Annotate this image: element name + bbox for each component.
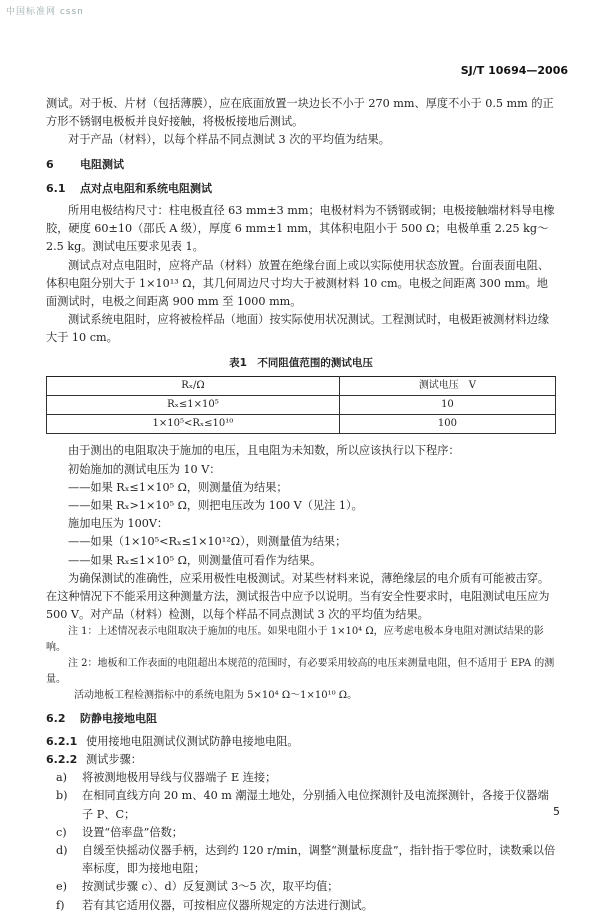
section-number: 6.2	[46, 712, 66, 726]
paragraph: 所用电极结构尺寸：柱电极直径 63 mm±3 mm；电极材料为不锈钢或铜；电极接触端材料导电橡胶，硬度 60±10（邵氏 A 级），厚度 6 mm±1 mm，其体积电阻小于 500 Ω；电极单重 2.25 kg～2.5 kg。测试电压要求见表 1。	[46, 204, 555, 254]
list-item: ——如果（1×10⁵<Rₓ≤1×10¹²Ω），则测量值为结果；	[68, 535, 347, 549]
subsection-text: 使用接地电阻测试仪测试防静电接地电阻。	[86, 734, 299, 748]
step-item	[46, 842, 556, 878]
table-cell: 1×10⁵<Rₓ≤10¹⁰	[47, 415, 340, 434]
step-text: 在相同直线方向 20 m、40 m 潮湿土地处，分别插入电位探测针及电流探测针，各接于仪器端子 P、C；	[82, 789, 549, 821]
subsection-text: 测试步骤：	[86, 752, 142, 766]
paragraph: 测试系统电阻时，应将被检样品（地面）按实际使用状况测试。工程测试时，电极距被测材料边缘大于 10 cm。	[46, 313, 550, 345]
step-text: 设置“倍率盘”倍数；	[82, 825, 183, 839]
step-item	[46, 878, 556, 896]
page-number: 5	[553, 805, 560, 818]
step-label: d)	[56, 843, 68, 857]
step-item	[46, 824, 556, 842]
table-row	[47, 396, 556, 415]
note: 注 2：地板和工作表面的电阻超出本规范的范围时，有必要采用较高的电压来测量电阻，但不适用于 EPA 的测量。	[46, 658, 555, 686]
step-text: 自缓至快摇动仪器手柄，达到约 120 r/min，调整“测量标度盘”，指针指于零位时，读数乘以倍率标度，即为接地电阻；	[82, 843, 556, 876]
watermark: 中国标准网 cssn	[6, 7, 84, 17]
document-id: SJ/T 10694—2006	[460, 64, 568, 77]
step-label: b)	[56, 789, 68, 803]
paragraph: 测试点对点电阻时，应将产品（材料）放置在绝缘台面上或以实际使用状态放置。台面表面电阻、体积电阻分别大于 1×10¹³ Ω，其几何周边尺寸均大于被测材料 10 cm。电极之间距离 300 mm。地面测试时，电极之间距离 900 mm 至 1000 mm。	[46, 258, 550, 309]
section-title: 防静电接地电阻	[80, 712, 157, 726]
note: 注 1：上述情况表示电阻取决于施加的电压。如果电阻小于 1×10⁴ Ω，应考虑电极本身电阻对测试结果的影响。	[46, 626, 544, 654]
step-label: e)	[56, 880, 67, 894]
table-caption: 表1 不同阻值范围的测试电压	[229, 356, 373, 369]
section-heading	[46, 156, 556, 174]
document-body	[46, 95, 556, 915]
section-number: 6.1	[46, 181, 66, 195]
table-cell: 100	[339, 415, 555, 434]
table-header: 测试电压 V	[339, 376, 555, 395]
list-item: ——如果 Rₓ≤1×10⁵ Ω，则测量值为结果；	[68, 480, 288, 494]
voltage-table	[46, 376, 556, 435]
paragraph: 施加电压为 100V：	[68, 517, 169, 531]
paragraph: 对于产品（材料），以每个样品不同点测试 3 次的平均值为结果。	[68, 133, 390, 147]
step-item	[46, 897, 556, 915]
paragraph: 初始施加的测试电压为 10 V：	[68, 462, 221, 476]
paragraph: 为确保测试的准确性，应采用极性电极测试。对某些材料来说，薄绝缘层的电介质有可能被击穿。在这种情况下不能采用这种测量方法，测试报告中应予以说明。当有安全性要求时，电阻测试电压应为 500 V。对产品（材料）检测，以每个样品不同点测试 3 次的平均值为结果。	[46, 571, 550, 622]
step-text: 若有其它适用仪器，可按相应仪器所规定的方法进行测试。	[82, 898, 373, 912]
section-title: 电阻测试	[80, 157, 124, 171]
step-text: 将被测地极用导线与仪器端子 E 连接；	[82, 771, 277, 785]
paragraph: 由于测出的电阻取决于施加的电压，且电阻为未知数，所以应该执行以下程序：	[68, 444, 460, 458]
step-label: c)	[56, 825, 67, 839]
section-heading	[46, 180, 556, 198]
section-number: 6	[46, 157, 54, 171]
section-heading	[46, 710, 556, 728]
section-title: 点对点电阻和系统电阻测试	[80, 181, 212, 195]
table-row	[47, 415, 556, 434]
list-item: ——如果 Rₓ>1×10⁵ Ω，则把电压改为 100 V（见注 1）。	[68, 499, 363, 513]
table-cell: Rₓ≤1×10⁵	[47, 396, 340, 415]
subsection	[46, 751, 556, 769]
step-item	[46, 769, 556, 787]
subsection	[46, 733, 556, 751]
table-cell: 10	[339, 396, 555, 415]
step-label: f)	[56, 898, 65, 912]
section-number: 6.2.2	[46, 752, 78, 766]
table-header: Rₓ/Ω	[47, 376, 340, 395]
list-item: ——如果 Rₓ≤1×10⁵ Ω，则测量值可看作为结果。	[68, 553, 322, 567]
step-label: a)	[56, 771, 68, 785]
section-number: 6.2.1	[46, 734, 78, 748]
paragraph: 测试。对于板、片材（包括薄膜），应在底面放置一块边长不小于 270 mm、厚度不小于 0.5 mm 的正方形不锈钢电极板并良好接触，将极板接地后测试。	[46, 97, 554, 129]
step-item	[46, 787, 556, 823]
step-text: 按测试步骤 c）、d）反复测试 3～5 次，取平均值；	[82, 880, 339, 894]
note-continuation: 活动地板工程检测指标中的系统电阻为 5×10⁴ Ω～1×10¹⁰ Ω。	[74, 690, 358, 702]
table-header-row	[47, 376, 556, 395]
